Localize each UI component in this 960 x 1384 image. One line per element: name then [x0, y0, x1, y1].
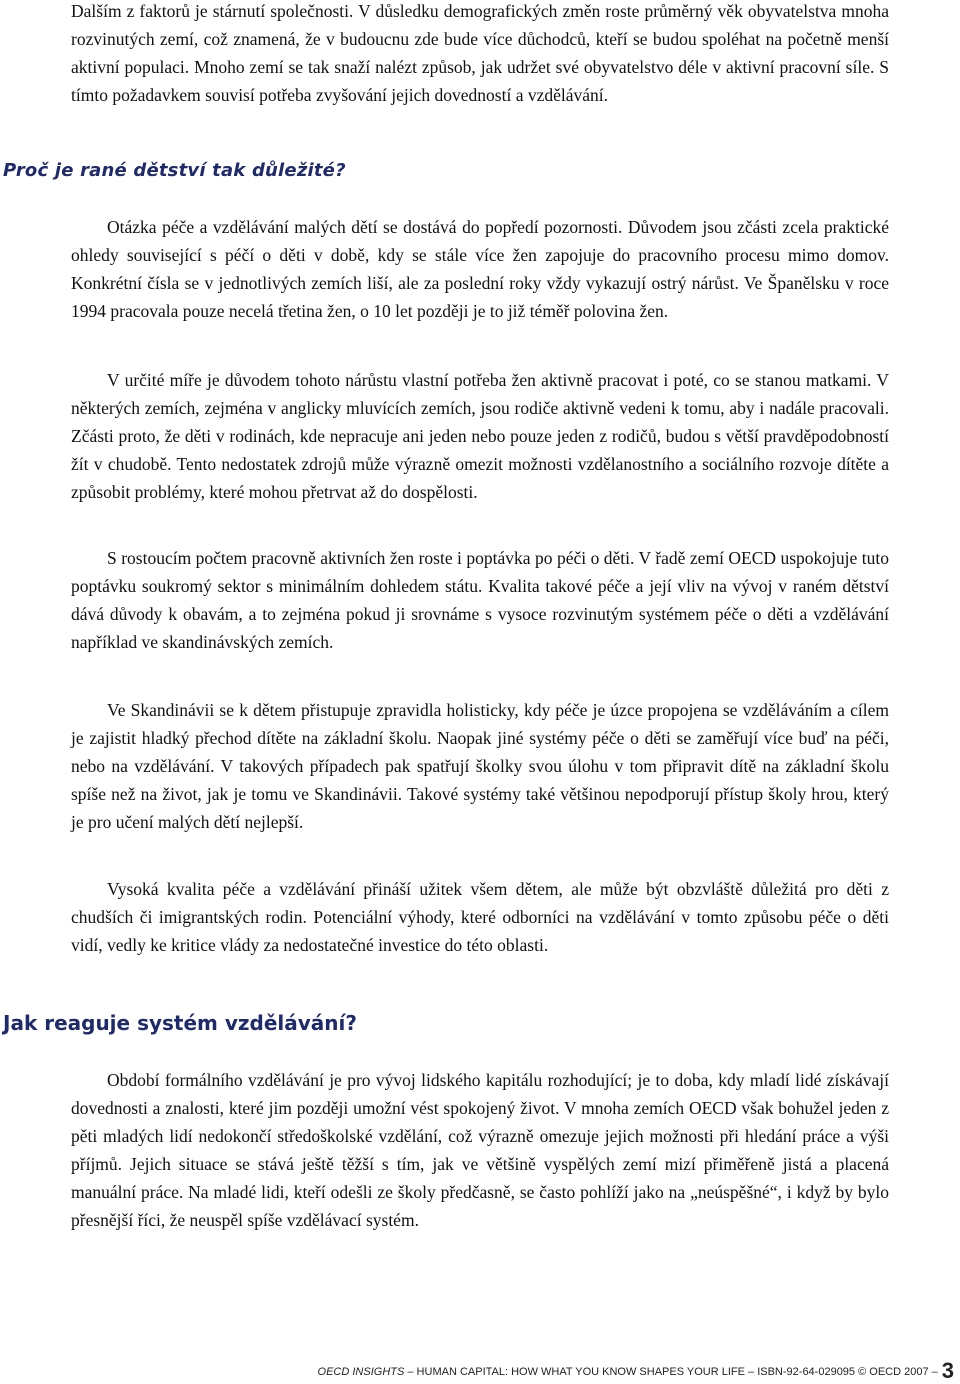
paragraph-childcare-demand: S rostoucím počtem pracovně aktivních žen roste i poptávka po péči o děti. V řadě zemí OECD uspokojuje tuto poptávku soukromý sektor s minimálním dohledem státu. Kvalita takové péče a její vliv na vývoj v raném dětství dává důvody k obavám, a to zejména pokud ji srovnáme s vysoce rozvinutým systémem péče o děti a vzdělávání například ve skandinávských zemích.	[71, 548, 889, 652]
paragraph-scandinavia: Ve Skandinávii se k dětem přistupuje zpravidla holisticky, kdy péče je úzce propojena se vzděláváním a cílem je zajistit hladký přechod dítěte na základní školu. Naopak jiné systémy péče o děti se zaměřují více buď na péči, nebo na vzdělávání. V takových případech pak spatřují školky svou úlohu v tom připravit dítě na základní školu spíše než na život, jak je tomu ve Skandinávii. Takové systémy také většinou nepodporují přístup školy hrou, který je pro učení malých dětí nejlepší.	[71, 700, 889, 832]
footer-series: OECD INSIGHTS	[317, 1366, 405, 1378]
paragraph-working-mothers: V určité míře je důvodem tohoto nárůstu vlastní potřeba žen aktivně pracovat i poté, co se stanou matkami. V některých zemích, zejména v anglicky mluvících zemích, jsou rodiče aktivně vedeni k tomu, aby i nadále pracovali. Zčásti proto, že děti v rodinách, kde nepracuje ani jeden nebo pouze jeden z rodičů, budou s větší pravděpodobností žít v chudobě. Tento nedostatek zdrojů může výrazně omezit možnosti vzdělanostního a sociálního rozvoje dítěte a způsobit problémy, které mohou přetrvat až do dospělosti.	[71, 370, 889, 502]
page-number: 3	[941, 1358, 954, 1383]
paragraph-formal-education: Období formálního vzdělávání je pro vývoj lidského kapitálu rozhodující; je to doba, kdy mladí lidé získávají dovednosti a znalosti, které jim později umožní vést spokojený život. V mnoha zemích OECD však bohužel jeden z pěti mladých lidí nedokončí středoškolské vzdělání, což výrazně omezuje jejich možnosti při hledání práce a výši příjmů. Jejich situace se stává ještě těžší s tím, jak ve většině vyspělých zemí mizí přiměřeně jistá a placená manuální práce. Na mladé lidi, kteří odešli ze školy předčasně, se často pohlíží jako na „neúspěšné“, i když by bylo přesnější říci, že neuspěl spíše vzdělávací systém.	[71, 1070, 889, 1230]
paragraph-childcare-attention: Otázka péče a vzdělávání malých dětí se dostává do popředí pozornosti. Důvodem jsou zčásti zcela praktické ohledy související s péčí o děti v době, kdy se stále více žen zapojuje do pracovního procesu mimo domov. Konkrétní čísla se v jednotlivých zemích liší, ale za poslední roky vždy vykazují ostrý nárůst. Ve Španělsku v roce 1994 pracovala pouze necelá třetina žen, o 10 let později je to již téměř polovina žen.	[71, 217, 889, 321]
footer-title: – HUMAN CAPITAL: HOW WHAT YOU KNOW SHAPES YOUR LIFE – ISBN-92-64-029095 © OECD 2007 –	[404, 1366, 938, 1378]
page-footer	[318, 1358, 954, 1384]
heading-early-childhood: Proč je rané dětství tak důležité?	[3, 160, 346, 181]
heading-education-response: Jak reaguje systém vzdělávání?	[3, 1011, 357, 1035]
paragraph-aging-society: Dalším z faktorů je stárnutí společnosti. V důsledku demografických změn roste průměrný věk obyvatelstva mnoha rozvinutých zemí, což znamená, že v budoucnu zde bude více důchodců, kteří se budou spoléhat na početně menší aktivní populaci. Mnoho zemí se tak snaží nalézt způsob, jak udržet své obyvatelstvo déle v aktivní pracovní síle. S tímto požadavkem souvisí potřeba zvyšování jejich dovedností a vzdělávání.	[71, 1, 889, 105]
paragraph-quality-care: Vysoká kvalita péče a vzdělávání přináší užitek všem dětem, ale může být obzvláště důležitá pro děti z chudších či imigrantských rodin. Potenciální výhody, které odborníci na vzdělávání v tomto způsobu péče o děti vidí, vedly ke kritice vlády za nedostatečné investice do této oblasti.	[71, 879, 889, 955]
